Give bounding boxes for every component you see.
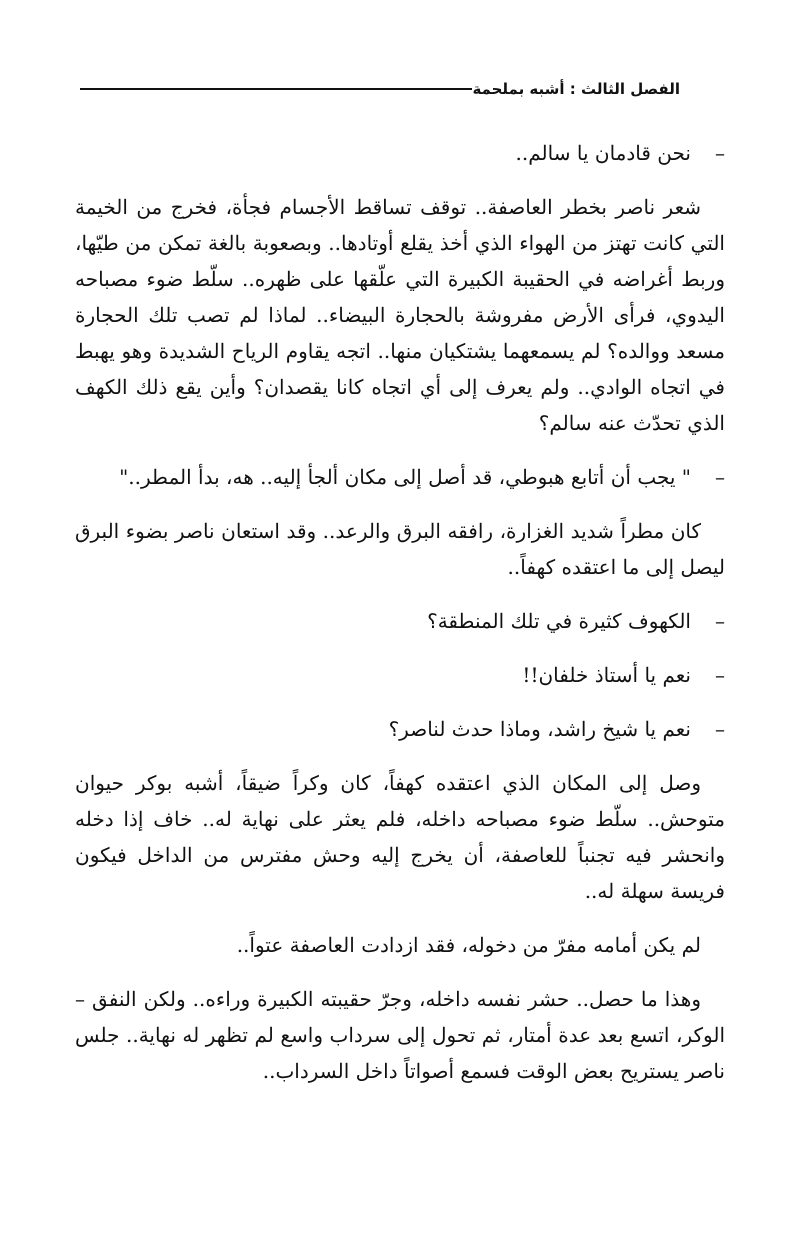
narrative-paragraph: شعر ناصر بخطر العاصفة.. توقف تساقط الأجسام فجأة، فخرج من الخيمة التي كانت تهتز من الهواء الذي أخذ يقلع أوتادها.. وبصعوبة بالغة تمكن من طيّها، وربط أغراضه في الحقيبة الكبيرة التي علّقها على ظهره.. سلّط ضوء مصباحه اليدوي، فرأى الأرض مفروشة بالحجارة البيضاء.. لماذا لم تصب تلك الحجارة مسعد ووالده؟ لم يسمعهما يشتكيان منها.. اتجه يقاوم الرياح الشديدة وهو يهبط في اتجاه الوادي.. ولم يعرف إلى أي اتجاه كانا يقصدان؟ وأين يقع ذلك الكهف الذي تحدّث عنه سالم؟ (75, 195, 725, 435)
dialogue-dash: – (715, 717, 725, 741)
header-rule (80, 88, 472, 90)
dialogue-dash: – (715, 141, 725, 165)
page-body (75, 135, 725, 1089)
dialogue-line (75, 711, 725, 747)
chapter-title: الفصل الثالث : أشبه بملحمة (472, 80, 680, 98)
dialogue-text: نعم يا أستاذ خلفان!! (522, 663, 691, 687)
running-header (70, 80, 680, 98)
dialogue-text: الكهوف كثيرة في تلك المنطقة؟ (427, 609, 691, 633)
dialogue-line (75, 603, 725, 639)
dialogue-text: " يجب أن أتابع هبوطي، قد أصل إلى مكان ألجأ إليه.. هه، بدأ المطر.." (119, 465, 691, 489)
dialogue-text: نحن قادمان يا سالم.. (515, 141, 691, 165)
narrative-paragraph: وصل إلى المكان الذي اعتقده كهفاً، كان وكراً ضيقاً، أشبه بوكر حيوان متوحش.. سلّط ضوء مصباحه داخله، فلم يعثر على نهاية له.. خاف إذا دخله وانحشر فيه تجنباً للعاصفة، أن يخرج إليه وحش مفترس من الداخل فيكون فريسة سهلة له.. (75, 771, 725, 903)
dialogue-dash: – (715, 663, 725, 687)
narrative-paragraph: وهذا ما حصل.. حشر نفسه داخله، وجرّ حقيبته الكبيرة وراءه.. ولكن النفق – الوكر، اتسع بعد عدة أمتار، ثم تحول إلى سرداب واسع لم تظهر له نهاية.. جلس ناصر يستريح بعض الوقت فسمع أصواتاً داخل السرداب.. (75, 987, 725, 1083)
narrative-paragraph: لم يكن أمامه مفرّ من دخوله، فقد ازدادت العاصفة عتواً.. (236, 933, 701, 957)
dialogue-dash: – (715, 609, 725, 633)
dialogue-text: نعم يا شيخ راشد، وماذا حدث لناصر؟ (388, 717, 691, 741)
dialogue-dash: – (715, 465, 725, 489)
dialogue-line (75, 135, 725, 171)
dialogue-line (75, 657, 725, 693)
dialogue-line (75, 459, 725, 495)
narrative-paragraph: كان مطراً شديد الغزارة، رافقه البرق والرعد.. وقد استعان ناصر بضوء البرق ليصل إلى ما اعتقده كهفاً.. (75, 519, 725, 579)
